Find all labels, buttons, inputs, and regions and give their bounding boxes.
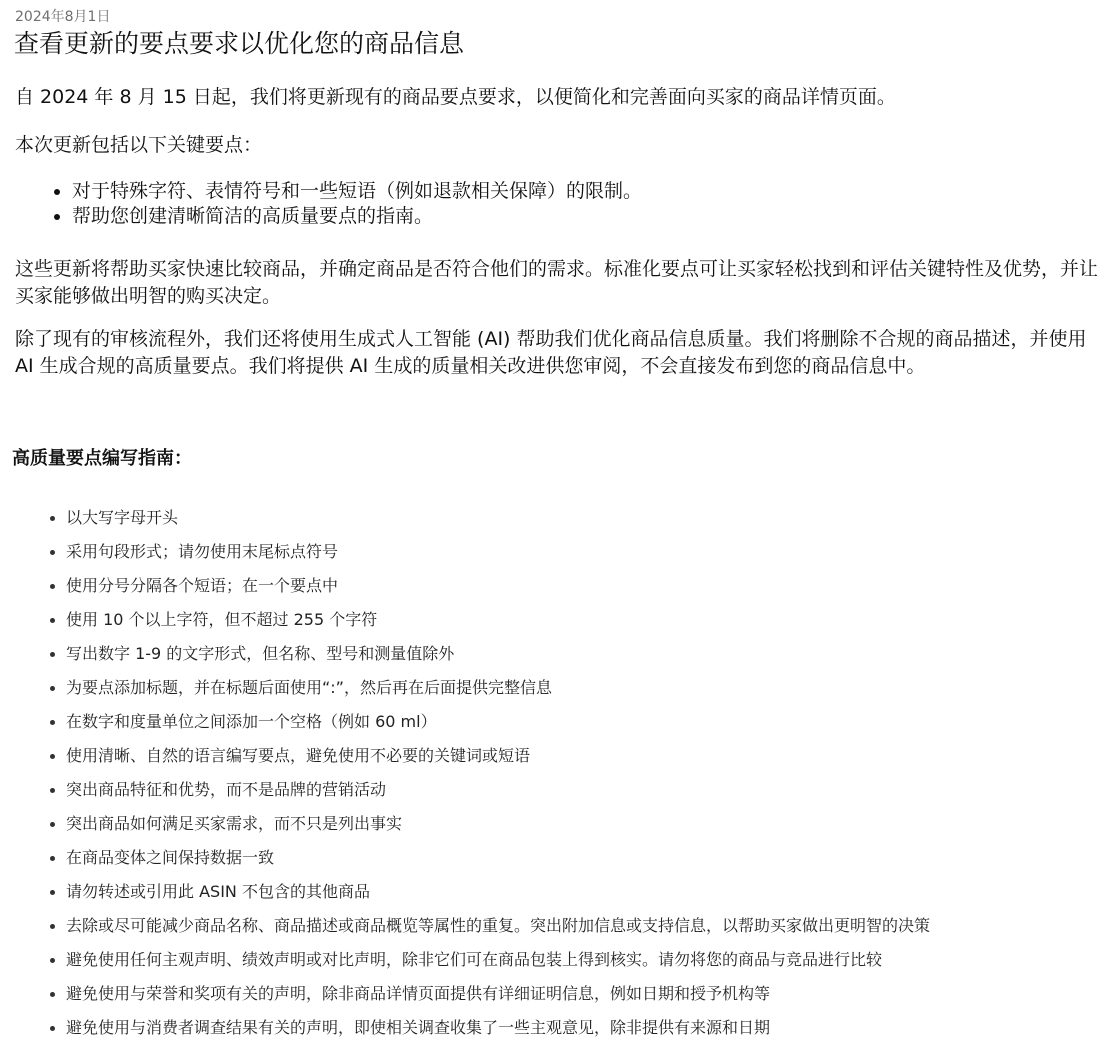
list-item: 在数字和度量单位之间添加一个空格（例如 60 ml）: [48, 711, 930, 745]
guidelines-heading: 高质量要点编写指南：: [12, 448, 192, 469]
list-item: 采用句段形式；请勿使用末尾标点符号: [48, 541, 930, 575]
list-item: 帮助您创建清晰简洁的高质量要点的指南。: [50, 204, 642, 229]
list-item: 去除或尽可能减少商品名称、商品描述或商品概览等属性的重复。突出附加信息或支持信息，以帮助买家做出更明智的决策: [48, 915, 930, 949]
key-points-list: [50, 179, 642, 229]
intro-paragraph: 自 2024 年 8 月 15 日起，我们将更新现有的商品要点要求，以便简化和完善面向买家的商品详情页面。: [15, 86, 896, 108]
list-item: 突出商品如何满足买家需求，而不只是列出事实: [48, 813, 930, 847]
list-item: 使用 10 个以上字符，但不超过 255 个字符: [48, 609, 930, 643]
list-item: 写出数字 1-9 的文字形式，但名称、型号和测量值除外: [48, 643, 930, 677]
list-item: 使用清晰、自然的语言编写要点，避免使用不必要的关键词或短语: [48, 745, 930, 779]
key-points-intro: 本次更新包括以下关键要点：: [15, 134, 263, 156]
list-item: 对于特殊字符、表情符号和一些短语（例如退款相关保障）的限制。: [50, 179, 642, 204]
ai-paragraph: 除了现有的审核流程外，我们还将使用生成式人工智能 (AI) 帮助我们优化商品信息质量。我们将删除不合规的商品描述，并使用 AI 生成合规的高质量要点。我们将提供 AI 生成的质量相关改进供您审阅，不会直接发布到您的商品信息中。: [15, 328, 1087, 377]
list-item: 避免使用与消费者调查结果有关的声明，即使相关调查收集了一些主观意见，除非提供有来源和日期: [48, 1017, 930, 1051]
benefit-paragraph: 这些更新将帮助买家快速比较商品，并确定商品是否符合他们的需求。标准化要点可让买家轻松找到和评估关键特性及优势，并让买家能够做出明智的购买决定。: [15, 258, 1099, 307]
list-item: 为要点添加标题，并在标题后面使用“:”，然后再在后面提供完整信息: [48, 677, 930, 711]
list-item: 避免使用任何主观声明、绩效声明或对比声明，除非它们可在商品包装上得到核实。请勿将您的商品与竞品进行比较: [48, 949, 930, 983]
guidelines-list: [48, 507, 930, 1051]
list-item: 在商品变体之间保持数据一致: [48, 847, 930, 881]
list-item: 避免使用与荣誉和奖项有关的声明，除非商品详情页面提供有详细证明信息，例如日期和授予机构等: [48, 983, 930, 1017]
list-item: 以大写字母开头: [48, 507, 930, 541]
publish-date: 2024年8月1日: [15, 9, 111, 25]
list-item: 突出商品特征和优势，而不是品牌的营销活动: [48, 779, 930, 813]
page-title: 查看更新的要点要求以优化您的商品信息: [14, 29, 465, 58]
list-item: 使用分号分隔各个短语；在一个要点中: [48, 575, 930, 609]
list-item: 请勿转述或引用此 ASIN 不包含的其他商品: [48, 881, 930, 915]
